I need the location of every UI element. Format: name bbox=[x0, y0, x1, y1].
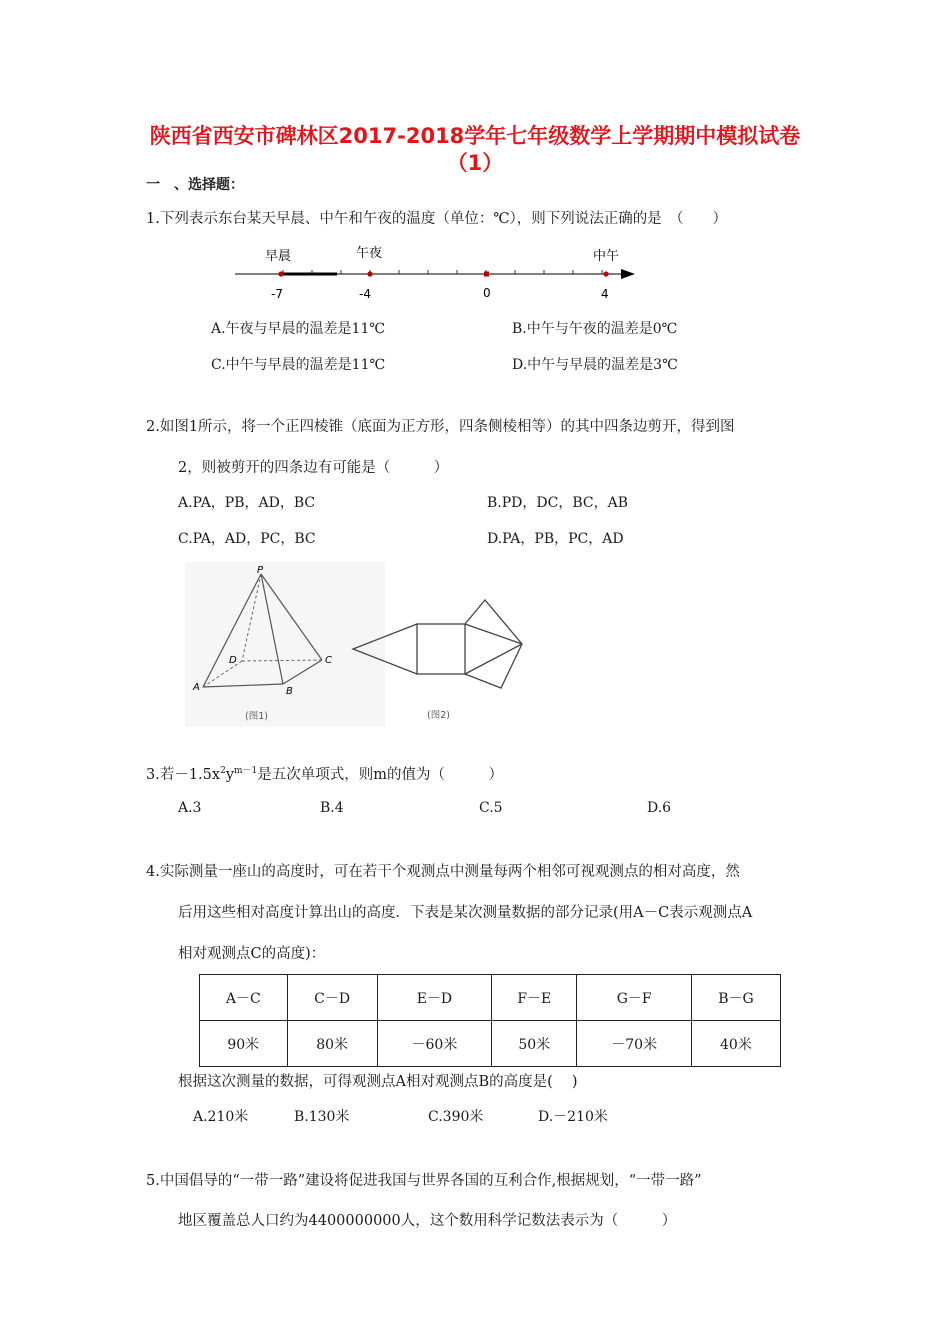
table-cell: 80米 bbox=[287, 1021, 377, 1067]
q3-stem-part1: 3.若－1.5x bbox=[146, 767, 221, 783]
q4-option-b[interactable]: B.130米 bbox=[294, 1109, 350, 1125]
vertex-p-label: P bbox=[257, 565, 264, 576]
vertex-a-label: A bbox=[193, 682, 200, 693]
q4-option-c[interactable]: C.390米 bbox=[428, 1109, 484, 1125]
figure-1-caption: (图1) bbox=[245, 711, 268, 722]
vertex-c-label: C bbox=[325, 655, 332, 666]
q3-exponent-x: 2 bbox=[220, 766, 226, 777]
tick-label-four: 4 bbox=[601, 287, 609, 301]
table-cell: 90米 bbox=[200, 1021, 288, 1067]
table-header-cell: C－D bbox=[287, 975, 377, 1021]
q5-stem-line1: 5.中国倡导的“一带一路”建设将促进我国与世界各国的互利合作,根据规划，“一带一路” bbox=[146, 1173, 702, 1189]
table-cell: 40米 bbox=[691, 1021, 780, 1067]
q5-stem-line2: 地区覆盖总人口约为4400000000人，这个数用科学记数法表示为（ ） bbox=[178, 1213, 677, 1229]
q4-stem-line1: 4.实际测量一座山的高度时，可在若干个观测点中测量每两个相邻可视观测点的相对高度，然 bbox=[146, 864, 740, 880]
page-title-line2: （1） bbox=[446, 151, 504, 175]
point-morning bbox=[278, 271, 283, 276]
point-zero bbox=[484, 272, 489, 277]
q1-option-b[interactable]: B.中午与午夜的温差是0℃ bbox=[512, 321, 678, 337]
point-midnight bbox=[367, 271, 372, 276]
q4-follow-up: 根据这次测量的数据，可得观测点A相对观测点B的高度是( ) bbox=[178, 1074, 578, 1090]
table-cell: －60米 bbox=[377, 1021, 491, 1067]
table-header-cell: E－D bbox=[377, 975, 491, 1021]
q3-stem-part2: y bbox=[225, 767, 235, 783]
table-header-cell: G－F bbox=[577, 975, 691, 1021]
q2-option-b[interactable]: B.PD，DC，BC，AB bbox=[487, 495, 628, 511]
tick-label-neg7: -7 bbox=[271, 287, 283, 301]
q3-exponent-y: m－1 bbox=[234, 766, 258, 777]
table-header-cell: B－G bbox=[691, 975, 780, 1021]
height-data-table bbox=[199, 974, 781, 1067]
tick-label-zero: 0 bbox=[483, 286, 491, 300]
table-row bbox=[200, 1021, 781, 1067]
q3-stem-part3: 是五次单项式，则m的值为（ ） bbox=[257, 767, 504, 783]
q1-stem: 1.下列表示东台某天早晨、中午和午夜的温度（单位：℃），则下列说法正确的是 （ ） bbox=[146, 211, 728, 227]
number-line-figure bbox=[225, 236, 645, 308]
label-morning: 早晨 bbox=[265, 249, 292, 264]
q3-option-a[interactable]: A.3 bbox=[178, 800, 202, 816]
q1-option-a[interactable]: A.午夜与早晨的温差是11℃ bbox=[211, 321, 386, 337]
q3-option-d[interactable]: D.6 bbox=[647, 800, 672, 816]
figure-2-net bbox=[345, 592, 545, 727]
tick-label-neg4: -4 bbox=[359, 287, 371, 301]
arrow-right-icon bbox=[621, 269, 635, 279]
q4-stem-line3: 相对观测点C的高度)： bbox=[178, 946, 326, 962]
q2-option-a[interactable]: A.PA，PB，AD，BC bbox=[178, 495, 316, 511]
table-header-cell: A－C bbox=[200, 975, 288, 1021]
table-header-row bbox=[200, 975, 781, 1021]
label-midnight: 午夜 bbox=[356, 246, 383, 261]
q1-option-d[interactable]: D.中午与早晨的温差是3℃ bbox=[512, 357, 678, 373]
table-header-cell: F－E bbox=[492, 975, 577, 1021]
label-noon: 中午 bbox=[593, 249, 620, 264]
q2-option-c[interactable]: C.PA，AD，PC，BC bbox=[178, 531, 316, 547]
q4-option-d[interactable]: D.－210米 bbox=[538, 1109, 608, 1125]
table-cell: 50米 bbox=[492, 1021, 577, 1067]
q4-option-a[interactable]: A.210米 bbox=[193, 1109, 249, 1125]
q4-stem-line2: 后用这些相对高度计算出山的高度．下表是某次测量数据的部分记录(用A－C表示观测点A bbox=[178, 905, 753, 921]
q2-option-d[interactable]: D.PA，PB，PC，AD bbox=[487, 531, 624, 547]
q3-option-b[interactable]: B.4 bbox=[320, 800, 344, 816]
q2-stem-line1: 2.如图1所示，将一个正四棱锥（底面为正方形，四条侧棱相等）的其中四条边剪开，得到图 bbox=[146, 419, 735, 435]
vertex-d-label: D bbox=[229, 655, 237, 666]
q2-stem-line2: 2，则被剪开的四条边有可能是（ ） bbox=[178, 460, 449, 476]
page-title: 陕西省西安市碑林区2017-2018学年七年级数学上学期期中模拟试卷 bbox=[149, 124, 801, 148]
q3-stem bbox=[146, 763, 503, 784]
q3-option-c[interactable]: C.5 bbox=[479, 800, 503, 816]
figure-2-caption: (图2) bbox=[427, 710, 450, 721]
vertex-b-label: B bbox=[286, 686, 293, 697]
q1-option-c[interactable]: C.中午与早晨的温差是11℃ bbox=[211, 357, 386, 373]
table-cell: －70米 bbox=[577, 1021, 691, 1067]
section-heading: 一 、选择题： bbox=[146, 177, 244, 193]
point-noon bbox=[603, 271, 608, 276]
